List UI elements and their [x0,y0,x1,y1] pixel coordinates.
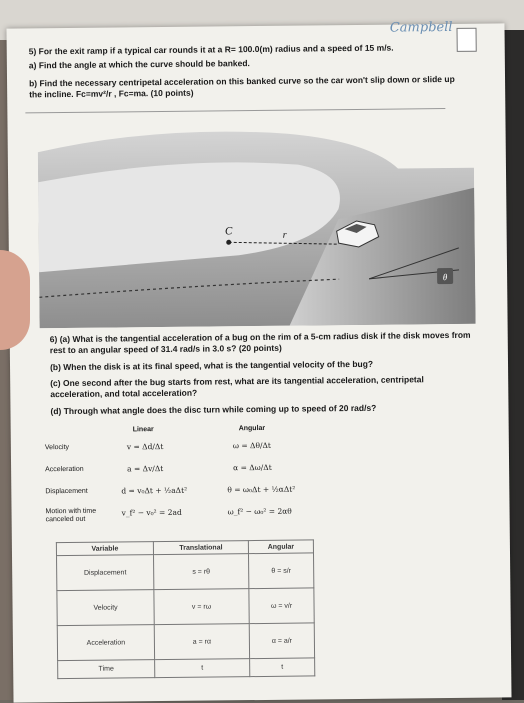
eq-motion-label-line1: Motion with time [45,507,97,516]
thumb [0,250,30,350]
table-cell: Acceleration [57,625,154,661]
q6-part-c-line1: (c) One second after the bug starts from rest, what are its tangential acceleration, centripetal [50,374,424,389]
eq-motion-label-line2: canceled out [45,515,86,524]
eq-displacement-angular: θ = ω₀Δt + ½αΔt² [227,484,296,495]
table-cell: θ = s/r [248,553,313,589]
q5-part-b-line2: the incline. Fc=mv²/r , Fc=ma. (10 points) [29,87,194,100]
table-cell: v = rω [154,589,249,625]
angle-label: θ [442,272,448,283]
eq-velocity-angular: ω = Δθ/Δt [232,440,271,451]
center-label: C [224,225,233,238]
table-cell: Displacement [57,555,154,591]
table-row [58,658,315,679]
table-header-cell: Translational [153,541,248,555]
q5-part-b-line1: b) Find the necessary centripetal acceleration on this banked curve so the car won't slip down or slide up [29,73,455,89]
divider [25,108,445,113]
worksheet-page [6,19,511,702]
eq-velocity-label: Velocity [44,443,70,452]
eq-displacement-linear: d = v₀Δt + ½aΔt² [121,485,188,496]
radius-label: r [282,229,287,241]
table-cell: Time [58,660,155,679]
table-row [57,588,314,626]
table-cell: s = rθ [154,554,249,590]
q6-part-d: (d) Through what angle does the disc turn while coming up to speed of 20 rad/s? [50,402,377,417]
table-header-cell: Variable [56,542,153,556]
q6-line1: 6) (a) What is the tangential acceleration of a bug on the rim of a 5-cm radius disk if the disk moves from [49,329,471,345]
variables-table [56,539,315,679]
table-cell: α = a/r [249,623,314,659]
q6-part-b: (b) When the disk is at its final speed, what is the tangential velocity of the bug? [49,358,374,373]
eq-motion-angular: ω_f² − ω₀² = 2αθ [227,506,292,517]
eq-motion-linear: v_f² − v₀² = 2ad [121,507,182,518]
equations-angular-header: Angular [238,424,266,433]
table-cell: ω = v/r [249,588,314,624]
table-cell: a = rα [154,624,249,660]
equations-linear-header: Linear [132,426,154,434]
eq-displacement-label: Displacement [45,487,88,496]
table-cell: Velocity [57,590,154,626]
q5-part-a: a) Find the angle at which the curve should be banked. [28,58,250,71]
q6-part-c-line2: acceleration, and total acceleration? [50,387,198,400]
eq-acceleration-label: Acceleration [45,465,84,474]
banked-curve-diagram [38,128,476,329]
table-row [57,553,314,591]
q5-title: 5) For the exit ramp if a typical car rounds it at a R= 100.0(m) radius and a speed of 15 m/s. [28,42,394,57]
table-cell: t [155,659,250,678]
table-row [57,623,314,661]
sticky-tab [457,28,477,52]
banked-curve-figure [38,128,476,329]
eq-velocity-linear: v = Δd/Δt [126,442,164,452]
handwritten-name: Campbell [389,19,453,36]
table-cell: t [250,658,315,677]
eq-acceleration-angular: α = Δω/Δt [233,462,272,473]
table-header-cell: Angular [248,540,313,554]
q6-line2: rest to an angular speed of 31.4 rad/s in 3.0 s? (20 points) [49,342,282,356]
eq-acceleration-linear: a = Δv/Δt [127,464,164,474]
